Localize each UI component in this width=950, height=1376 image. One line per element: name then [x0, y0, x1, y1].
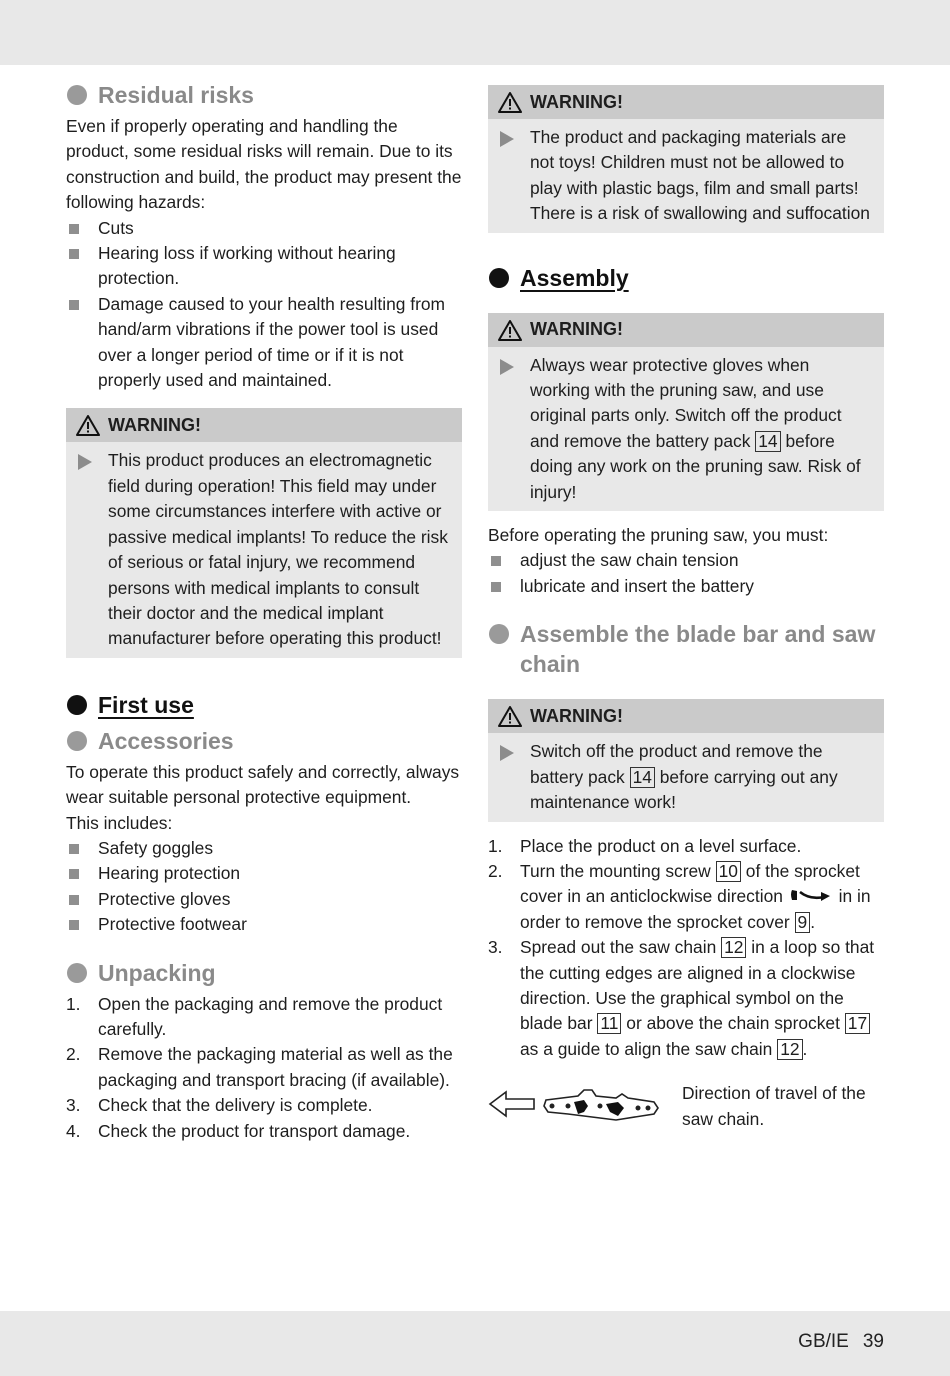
warning-body: [488, 347, 884, 511]
ref-chain: 12: [777, 1039, 802, 1060]
list-item: Safety goggles: [66, 836, 462, 861]
arrow-bullet-icon: [78, 454, 92, 470]
arrow-bullet-icon: [500, 131, 514, 147]
chain-direction-caption: Direction of travel of the saw chain.: [682, 1083, 866, 1129]
ref-battery: 14: [630, 767, 655, 788]
warning-text: Always wear protective gloves when working with the pruning saw, and use original parts only. Switch off the product and remove the battery pack 14 before doing any work on the pruning saw. Risk of injury!: [530, 354, 861, 502]
warning-label: WARNING!: [530, 319, 623, 340]
unpacking-heading: Unpacking: [66, 958, 462, 988]
warning-triangle-icon: [498, 705, 522, 727]
chain-direction-figure: [488, 1082, 884, 1138]
assembly-heading: Assembly: [488, 263, 884, 293]
warning-label: WARNING!: [530, 91, 623, 112]
unpacking-steps: [66, 992, 462, 1144]
list-item: Cuts: [66, 216, 462, 241]
residual-list: [66, 216, 462, 394]
warning-body: [488, 733, 884, 821]
list-item: adjust the saw chain tension: [488, 548, 884, 573]
list-item: Protective gloves: [66, 887, 462, 912]
warning-header: [488, 313, 884, 347]
right-column: [488, 85, 884, 1138]
page-footer: [798, 1331, 884, 1353]
warning-header: [488, 85, 884, 119]
accessories-intro: To operate this product safely and correctly, always wear suitable personal protective equipment.: [66, 761, 460, 808]
ref-sprocket: 17: [845, 1013, 870, 1034]
list-item: 3. Spread out the saw chain 12 in a loop so that the cutting edges are aligned in a clockwise direction. Use the graphical symbol on the blade bar 11 or above the chain sprocket 17 as a guide to align the saw chain 12 .: [488, 937, 875, 1059]
warning-body: [488, 119, 884, 233]
list-item: Protective footwear: [66, 912, 462, 937]
left-column: [66, 80, 462, 1144]
anticlockwise-arrow-icon: [788, 886, 834, 904]
arrow-bullet-icon: [500, 745, 514, 761]
warning-header: [66, 408, 462, 442]
list-item: 4. Check the product for transport damage.: [66, 1120, 411, 1141]
first-use-heading: First use: [66, 690, 462, 720]
ref-chain: 12: [721, 937, 746, 958]
warning-triangle-icon: [76, 414, 100, 436]
top-bar: [0, 0, 950, 65]
warning-label: WARNING!: [108, 414, 201, 435]
list-item: lubricate and insert the battery: [488, 574, 884, 599]
region-label: GB/IE: [798, 1331, 849, 1352]
list-item: 1. Place the product on a level surface.: [488, 835, 802, 856]
warning-triangle-icon: [498, 319, 522, 341]
warning-box-assembly: [488, 313, 884, 511]
page-number: 39: [862, 1331, 884, 1352]
list-item: Damage caused to your health resulting from hand/arm vibrations if the power tool is used over a longer period of time or if it is not properly used and maintained.: [66, 292, 462, 394]
ref-screw: 10: [716, 861, 741, 882]
assembly-list: [488, 548, 884, 599]
residual-risks-heading: Residual risks: [66, 80, 462, 110]
blade-steps: [488, 834, 884, 1063]
warning-label: WARNING!: [530, 705, 623, 726]
ref-cover: 9: [795, 912, 811, 933]
list-item: Hearing loss if working without hearing protection.: [66, 241, 462, 292]
warning-box-blade: [488, 699, 884, 821]
accessories-heading: Accessories: [66, 726, 462, 756]
list-item: 2. Turn the mounting screw 10 of the sprocket cover in an anticlockwise direction in in order to remove the sprocket cover 9 .: [488, 860, 871, 932]
warning-triangle-icon: [498, 91, 522, 113]
list-item: 2. Remove the packaging material as well as the packaging and transport bracing (if available).: [66, 1044, 453, 1090]
warning-box-emf: [66, 408, 462, 657]
warning-box-toys: [488, 85, 884, 233]
saw-chain-direction-icon: [488, 1082, 668, 1138]
list-item: Hearing protection: [66, 861, 462, 886]
warning-body: [66, 442, 462, 657]
warning-text: Switch off the product and remove the battery pack 14 before carrying out any maintenance work!: [530, 741, 838, 813]
residual-intro: Even if properly operating and handling the product, some residual risks will remain. Due to its construction and build, the product may present the following hazards:: [66, 116, 462, 213]
ref-battery: 14: [755, 431, 780, 452]
warning-text: The product and packaging materials are not toys! Children must not be allowed to play with plastic bags, film and small parts! There is a risk of swallowing and suffocation: [530, 127, 870, 224]
accessories-list: [66, 836, 462, 938]
accessories-includes: This includes:: [66, 812, 173, 833]
list-item: 3. Check that the delivery is complete.: [66, 1095, 373, 1116]
arrow-bullet-icon: [500, 359, 514, 375]
list-item: 1. Open the packaging and remove the product carefully.: [66, 993, 443, 1039]
ref-bar: 11: [597, 1013, 621, 1034]
blade-heading: Assemble the blade bar and saw chain: [488, 619, 884, 679]
warning-text: This product produces an electromagnetic field during operation! This field may under some circumstances interfere with active or passive medical implants! To reduce the risk of serious or fatal injury, we recommend persons with medical implants to consult their doctor and the medical implant manufacturer before operating this product!: [108, 450, 448, 649]
assembly-intro: Before operating the pruning saw, you must:: [488, 525, 829, 546]
warning-header: [488, 699, 884, 733]
